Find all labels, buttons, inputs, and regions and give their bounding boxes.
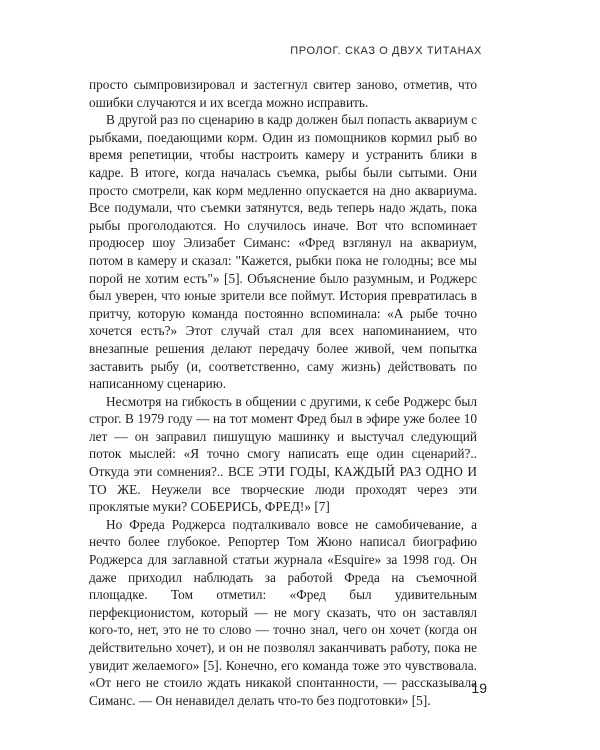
running-head: ПРОЛОГ. СКАЗ О ДВУХ ТИТАНАХ <box>290 45 482 57</box>
paragraph-4: Но Фреда Роджерса подталкивало вовсе не самобичевание, а нечто более глубокое. Репортер Том Жюно написал биографию Роджерса для заглавной статьи журнала «Esquire» за 1998 год. Он даже приходил наблюдать за работой Фреда на съемочной площадке. Том отметил: «Фред был удивительным перфекционистом, который — не могу сказать, что он заставлял кого-то, нет, это не то слово — точно знал, чего он хочет (когда он действительно хочет), и он не позволял заканчивать работу, пока не увидит желаемого» [5]. Конечно, его команда тоже это чувствовала. «От него не стоило ждать никакой спонтанности, — рассказывала Симанс. — Он ненавидел делать что-то без подготовки» [5]. <box>89 516 477 708</box>
body-text <box>89 76 477 709</box>
paragraph-1: просто сымпровизировал и застегнул свитер заново, отметив, что ошибки случаются и их всегда можно исправить. <box>89 77 477 110</box>
page-number: 19 <box>471 680 487 696</box>
paragraph-2: В другой раз по сценарию в кадр должен был попасть аквариум с рыбками, поедающими корм. Один из помощников кормил рыб во время репетиции, чтобы настроить камеру и устранить блики в кадре. В итоге, когда началась съемка, рыбы были сытыми. Они просто смотрели, как корм медленно опускается на дно аквариума. Все подумали, что съемки затянутся, ведь теперь надо ждать, пока рыбы проголодаются. Но случилось иначе. Вот что вспоминает продюсер шоу Элизабет Симанс: «Фред взглянул на аквариум, потом в камеру и сказал: "Кажется, рыбки пока не голодны; все мы порой не хотим есть"» [5]. Объяснение было разумным, и Роджерс был уверен, что юные зрители все поймут. История превратилась в притчу, которую команда постоянно вспоминала: «А рыбе точно хочется есть?» Этот случай стал для всех напоминанием, что внезапные решения делают передачу более живой, чем попытка заставить рыбу (и, соответственно, саму жизнь) действовать по написанному сценарию. <box>89 112 477 392</box>
paragraph-3: Несмотря на гибкость в общении с другими, к себе Роджерс был строг. В 1979 году — на тот момент Фред был в эфире уже более 10 лет — он заправил пишущую машинку и выстучал следующий поток мыслей: «Я точно смогу написать еще один сценарий?.. Откуда эти сомнения?.. ВСЕ ЭТИ ГОДЫ, КАЖДЫЙ РАЗ ОДНО И ТО ЖЕ. Неужели все творческие люди проходят через эти проклятые муки? СОБЕРИСЬ, ФРЕД!» [7] <box>89 393 477 515</box>
